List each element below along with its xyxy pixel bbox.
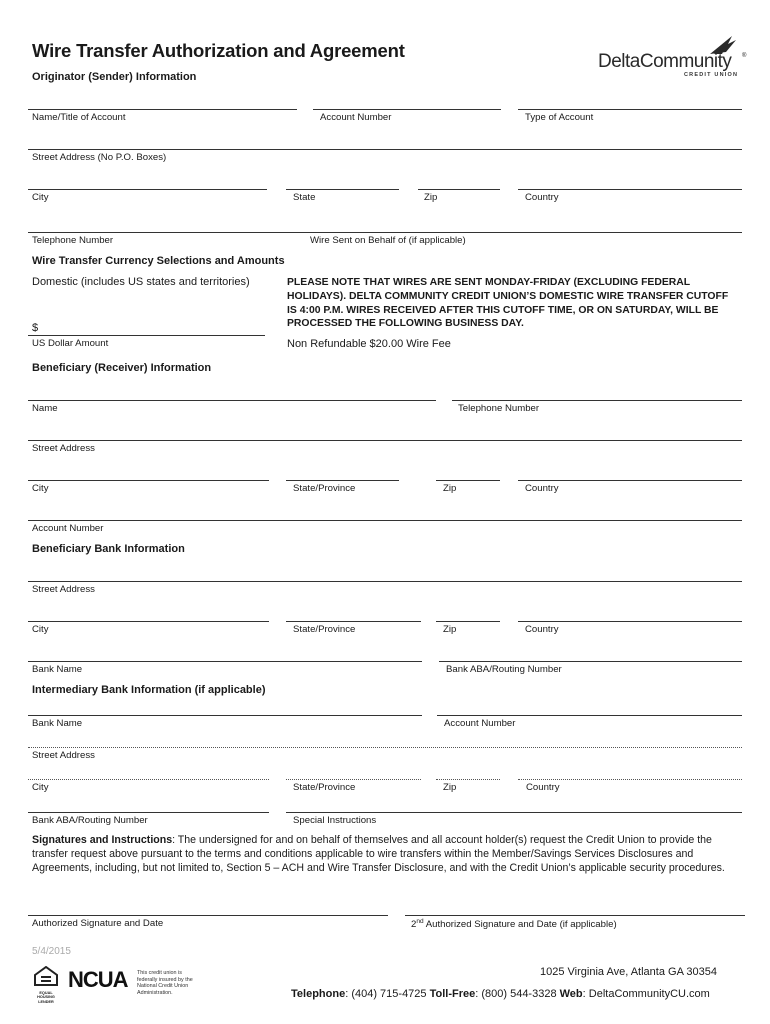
inter-zip-label: Zip bbox=[443, 782, 457, 793]
inter-aba-line bbox=[28, 812, 269, 813]
inter-city-label: City bbox=[32, 782, 49, 793]
bene-country-label: Country bbox=[525, 483, 559, 494]
amount-line bbox=[28, 335, 265, 336]
web-label: Web bbox=[559, 988, 583, 1000]
bank-name-line bbox=[28, 661, 422, 662]
bene-city-label: City bbox=[32, 483, 49, 494]
country-line bbox=[518, 189, 742, 190]
page-title: Wire Transfer Authorization and Agreement bbox=[32, 40, 405, 61]
bene-bank-heading: Beneficiary Bank Information bbox=[32, 543, 185, 555]
bene-country-line bbox=[518, 480, 742, 481]
bank-aba-label: Bank ABA/Routing Number bbox=[446, 664, 562, 675]
country-label: Country bbox=[525, 192, 559, 203]
originator-heading: Originator (Sender) Information bbox=[32, 71, 197, 83]
bank-zip-label: Zip bbox=[443, 624, 457, 635]
dollar-sign: $ bbox=[32, 322, 39, 334]
bank-state-line bbox=[286, 621, 421, 622]
form-date: 5/4/2015 bbox=[32, 946, 71, 957]
special-instructions-label: Special Instructions bbox=[293, 815, 377, 826]
inter-country-label: Country bbox=[526, 782, 560, 793]
equal-housing-logo bbox=[32, 966, 60, 1004]
type-account-label: Type of Account bbox=[525, 112, 594, 123]
ehl-text: EQUAL HOUSING LENDER bbox=[37, 991, 55, 1004]
bank-country-line bbox=[518, 621, 742, 622]
inter-account-line bbox=[437, 715, 742, 716]
logo bbox=[598, 34, 748, 78]
logo-name: DeltaCommunity bbox=[598, 51, 732, 72]
sig2-sup: nd bbox=[416, 918, 424, 925]
inter-account-label: Account Number bbox=[444, 718, 516, 729]
web-value: : DeltaCommunityCU.com bbox=[582, 988, 710, 1000]
sig2-rest: Authorized Signature and Date (if applicable) bbox=[423, 919, 617, 931]
signatures-heading: Signatures and Instructions bbox=[32, 834, 173, 846]
tollfree-label: Toll-Free bbox=[429, 988, 476, 1000]
sig2-line bbox=[405, 915, 745, 916]
sig1-line bbox=[28, 915, 388, 916]
ncua-logo: NCUA bbox=[68, 967, 128, 992]
logo-registered: ® bbox=[742, 53, 747, 59]
zip-label: Zip bbox=[424, 192, 438, 203]
inter-zip-line bbox=[436, 779, 500, 780]
zip-line bbox=[418, 189, 500, 190]
inter-city-line bbox=[28, 779, 269, 780]
cutoff-notice: PLEASE NOTE THAT WIRES ARE SENT MONDAY-FRIDAY (EXCLUDING FEDERAL HOLIDAYS). DELTA COMMUNITY CREDIT UNION’S DOMESTIC WIRE TRANSFER CUTOFF IS 4:00 P.M. WIRES RECEIVED AFTER THIS CUTOFF TIME, OR ON SATURDAY, WILL BE PROCESSED THE FOLLOWING BUSINESS DAY. bbox=[287, 277, 729, 330]
inter-street-line bbox=[28, 747, 742, 748]
signatures-text: : The undersigned for and on behalf of themselves and all account holder(s) request the Credit Union to provide the transfer request above pursuant to the terms and conditions applicable to wire transfers within the Member/Savings Services Disclosures and Agreements, including, but not limited to, Section 5 – ACH and Wire Transfer Disclosure, and with the Credit Union’s applicable security procedures. bbox=[32, 834, 725, 874]
bank-name-label: Bank Name bbox=[32, 664, 83, 675]
bank-aba-line bbox=[439, 661, 742, 662]
bank-city-label: City bbox=[32, 624, 49, 635]
bene-name-line bbox=[28, 400, 436, 401]
footer-contacts bbox=[291, 988, 710, 1000]
sig2-label bbox=[411, 918, 617, 930]
behalf-label: Wire Sent on Behalf of (if applicable) bbox=[310, 235, 466, 246]
ncua-text: This credit union is federally insured by the National Credit Union Administration. bbox=[137, 970, 193, 996]
city-label: City bbox=[32, 192, 49, 203]
account-number-label: Account Number bbox=[320, 112, 392, 123]
intermediary-heading: Intermediary Bank Information (if applicable) bbox=[32, 684, 266, 696]
name-title-label: Name/Title of Account bbox=[32, 112, 126, 123]
telephone-label: Telephone Number bbox=[32, 235, 114, 246]
domestic-label: Domestic (includes US states and territories) bbox=[32, 276, 250, 288]
inter-country-line bbox=[518, 779, 742, 780]
bank-street-line bbox=[28, 581, 742, 582]
footer-address: 1025 Virginia Ave, Atlanta GA 30354 bbox=[540, 966, 717, 978]
telephone-line bbox=[28, 232, 742, 233]
bene-zip-line bbox=[436, 480, 500, 481]
telephone-value: : (404) 715-4725 bbox=[345, 988, 430, 1000]
logo-sub: CREDIT UNION bbox=[684, 72, 739, 78]
bene-account-label: Account Number bbox=[32, 523, 104, 534]
bene-state-label: State/Province bbox=[293, 483, 356, 494]
bank-state-label: State/Province bbox=[293, 624, 356, 635]
street-line bbox=[28, 149, 742, 150]
bank-street-label: Street Address bbox=[32, 584, 95, 595]
type-account-line bbox=[518, 109, 742, 110]
currency-heading: Wire Transfer Currency Selections and Amounts bbox=[32, 255, 285, 267]
inter-state-label: State/Province bbox=[293, 782, 356, 793]
bene-street-line bbox=[28, 440, 742, 441]
bene-street-label: Street Address bbox=[32, 443, 95, 454]
inter-bank-name-line bbox=[28, 715, 422, 716]
inter-bank-name-label: Bank Name bbox=[32, 718, 83, 729]
telephone-label-footer: Telephone bbox=[291, 988, 346, 1000]
house-icon bbox=[32, 966, 60, 986]
bank-country-label: Country bbox=[525, 624, 559, 635]
beneficiary-heading: Beneficiary (Receiver) Information bbox=[32, 362, 212, 374]
city-line bbox=[28, 189, 267, 190]
bank-city-line bbox=[28, 621, 269, 622]
street-label: Street Address (No P.O. Boxes) bbox=[32, 152, 167, 163]
bank-zip-line bbox=[436, 621, 500, 622]
bene-zip-label: Zip bbox=[443, 483, 457, 494]
name-title-line bbox=[28, 109, 297, 110]
sig2-num: 2 bbox=[411, 919, 417, 931]
wire-fee: Non Refundable $20.00 Wire Fee bbox=[287, 338, 451, 350]
bene-telephone-line bbox=[452, 400, 742, 401]
bene-account-line bbox=[28, 520, 742, 521]
inter-street-label: Street Address bbox=[32, 750, 95, 761]
state-label: State bbox=[293, 192, 316, 203]
tollfree-value: : (800) 544-3328 bbox=[475, 988, 560, 1000]
amount-label: US Dollar Amount bbox=[32, 338, 109, 349]
bene-name-label: Name bbox=[32, 403, 58, 414]
signatures-paragraph bbox=[32, 834, 732, 875]
account-number-line bbox=[313, 109, 501, 110]
inter-aba-label: Bank ABA/Routing Number bbox=[32, 815, 148, 826]
state-line bbox=[286, 189, 399, 190]
bene-state-line bbox=[286, 480, 399, 481]
sig1-label: Authorized Signature and Date bbox=[32, 918, 164, 929]
inter-state-line bbox=[286, 779, 421, 780]
special-instructions-line bbox=[286, 812, 742, 813]
bene-telephone-label: Telephone Number bbox=[458, 403, 540, 414]
bene-city-line bbox=[28, 480, 269, 481]
